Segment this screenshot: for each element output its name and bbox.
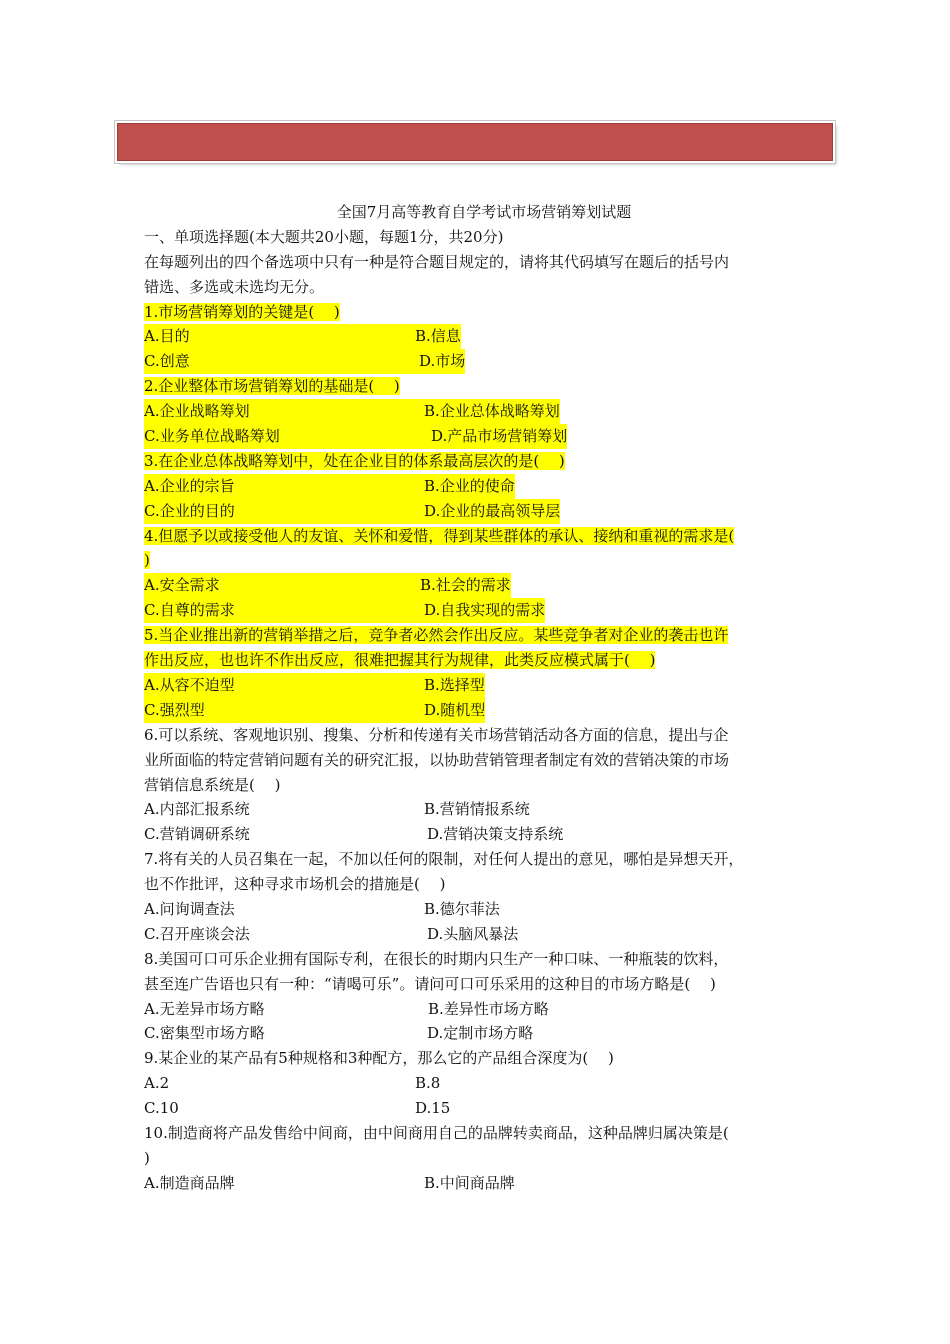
question-text: 业所面临的特定营销问题有关的研究汇报，以协助营销管理者制定有效的营销决策的市场 <box>144 750 730 769</box>
option-row <box>144 822 824 847</box>
question-text: 2.企业整体市场营销筹划的基础是( ) <box>144 377 400 396</box>
header-banner <box>117 123 833 161</box>
question-text: 作出反应，也也许不作出反应，很难把握其行为规律，此类反应模式属于( ) <box>144 651 656 670</box>
question-text: 6.可以系统、客观地识别、搜集、分析和传递有关市场营销活动各方面的信息，提出与企 <box>144 725 729 744</box>
option-row <box>144 573 824 598</box>
option-row <box>144 474 824 499</box>
question-1-stem-line <box>144 300 824 325</box>
highlight-fill <box>235 499 424 524</box>
option-b: B.营销情报系统 <box>424 800 530 819</box>
question-text: 甚至连广告语也只有一种：“请喝可乐”。请问可口可乐采用的这种目的市场方略是( ) <box>144 974 716 993</box>
option-b: B.企业总体战略筹划 <box>424 399 560 424</box>
highlight-fill <box>235 598 424 623</box>
option-a: A.企业战略筹划 <box>144 399 250 424</box>
option-row <box>144 922 824 947</box>
option-row <box>144 897 824 922</box>
option-a: A.内部汇报系统 <box>144 800 250 819</box>
option-c: C.10 <box>144 1099 179 1118</box>
option-d: D.营销决策支持系统 <box>427 825 564 844</box>
question-text: 5.当企业推出新的营销举措之后，竞争者必然会作出反应。某些竞争者对企业的袭击也许 <box>144 626 729 645</box>
question-text: 1.市场营销筹划的关键是( ) <box>144 302 340 321</box>
question-text: ) <box>144 551 150 570</box>
option-row <box>144 324 824 349</box>
option-a: A.问询调查法 <box>144 899 235 918</box>
question-text: 4.但愿予以或接受他人的友谊、关怀和爱惜，得到某些群体的承认、接纳和重视的需求是( <box>144 526 735 545</box>
question-5-stem-line <box>144 623 824 648</box>
option-row <box>144 997 824 1022</box>
question-6-stem-line <box>144 748 824 773</box>
question-10-stem-line <box>144 1121 824 1146</box>
question-7-stem-line <box>144 847 824 872</box>
option-c: C.企业的目的 <box>144 499 235 524</box>
exam-document <box>144 200 824 1196</box>
option-b: B.信息 <box>415 324 461 349</box>
option-d: D.产品市场营销筹划 <box>431 424 567 449</box>
question-text: 10.制造商将产品发售给中间商，由中间商用自己的品牌转卖商品，这种品牌归属决策是( <box>144 1123 729 1142</box>
question-8-stem-line <box>144 972 824 997</box>
question-text: 9.某企业的某产品有5种规格和3种配方，那么它的产品组合深度为( ) <box>144 1049 614 1068</box>
question-text: ) <box>144 1148 150 1167</box>
question-4-stem-line <box>144 524 824 549</box>
question-list <box>144 300 824 1196</box>
question-6-stem-line <box>144 723 824 748</box>
question-text: 8.美国可口可乐企业拥有国际专利，在很长的时期内只生产一种口味、一种瓶装的饮料， <box>144 949 729 968</box>
question-5-stem-line <box>144 648 824 673</box>
option-a: A.企业的宗旨 <box>144 474 235 499</box>
question-text: 营销信息系统是( ) <box>144 775 281 794</box>
option-row <box>144 349 824 374</box>
instructions-line-2: 错选、多选或未选均无分。 <box>144 277 325 296</box>
option-c: C.创意 <box>144 349 190 374</box>
option-row <box>144 424 824 449</box>
option-d: D.头脑风暴法 <box>427 924 519 943</box>
page-title: 全国7月高等教育自学考试市场营销筹划试题 <box>336 203 632 221</box>
option-d: D.企业的最高领导层 <box>424 499 560 524</box>
option-b: B.企业的使命 <box>424 474 515 499</box>
option-b: B.社会的需求 <box>420 573 511 598</box>
question-3-stem-line <box>144 449 824 474</box>
option-b: B.差异性市场方略 <box>428 999 549 1018</box>
option-row <box>144 598 824 623</box>
option-d: D.自我实现的需求 <box>424 598 545 623</box>
section-heading: 一、单项选择题(本大题共20小题，每题1分，共20分) <box>144 227 504 246</box>
question-9-stem-line <box>144 1046 824 1071</box>
highlight-fill <box>235 474 424 499</box>
option-b: B.德尔菲法 <box>424 899 500 918</box>
option-d: D.定制市场方略 <box>427 1024 534 1043</box>
question-4-stem-line <box>144 548 824 573</box>
highlight-fill <box>250 399 424 424</box>
option-a: A.目的 <box>144 324 190 349</box>
option-row <box>144 499 824 524</box>
option-d: D.市场 <box>419 349 465 374</box>
option-row <box>144 698 824 723</box>
option-row <box>144 1171 824 1196</box>
option-row <box>144 673 824 698</box>
question-7-stem-line <box>144 872 824 897</box>
option-c: C.业务单位战略筹划 <box>144 424 280 449</box>
highlight-fill <box>190 349 419 374</box>
highlight-fill <box>205 698 424 723</box>
option-row <box>144 399 824 424</box>
question-6-stem-line <box>144 773 824 798</box>
option-a: A.无差异市场方略 <box>144 999 265 1018</box>
instructions-line-1: 在每题列出的四个备选项中只有一种是符合题目规定的，请将其代码填写在题后的括号内 <box>144 252 730 271</box>
question-text: 7.将有关的人员召集在一起，不加以任何的限制，对任何人提出的意见，哪怕是异想天开， <box>144 850 744 869</box>
option-a: A.制造商品牌 <box>144 1173 235 1192</box>
option-row <box>144 1096 824 1121</box>
option-row <box>144 1021 824 1046</box>
highlight-fill <box>220 573 420 598</box>
option-a: A.2 <box>144 1074 170 1093</box>
option-a: A.从容不迫型 <box>144 673 235 698</box>
highlight-fill <box>190 324 415 349</box>
option-row <box>144 1071 824 1096</box>
highlight-fill <box>280 424 431 449</box>
question-text: 3.在企业总体战略筹划中，处在企业目的体系最高层次的是( ) <box>144 451 565 470</box>
question-10-stem-line <box>144 1146 824 1171</box>
option-a: A.安全需求 <box>144 573 220 598</box>
highlight-fill <box>235 673 424 698</box>
option-c: C.强烈型 <box>144 698 205 723</box>
option-b: B.8 <box>415 1074 441 1093</box>
option-c: C.召开座谈会法 <box>144 924 250 943</box>
question-8-stem-line <box>144 947 824 972</box>
option-b: B.选择型 <box>424 673 485 698</box>
option-c: C.营销调研系统 <box>144 825 250 844</box>
option-d: D.随机型 <box>424 698 485 723</box>
question-text: 也不作批评，这种寻求市场机会的措施是( ) <box>144 875 446 894</box>
option-d: D.15 <box>415 1099 451 1118</box>
option-c: C.密集型市场方略 <box>144 1024 265 1043</box>
option-row <box>144 797 824 822</box>
option-c: C.自尊的需求 <box>144 598 235 623</box>
question-2-stem-line <box>144 374 824 399</box>
option-b: B.中间商品牌 <box>424 1173 515 1192</box>
